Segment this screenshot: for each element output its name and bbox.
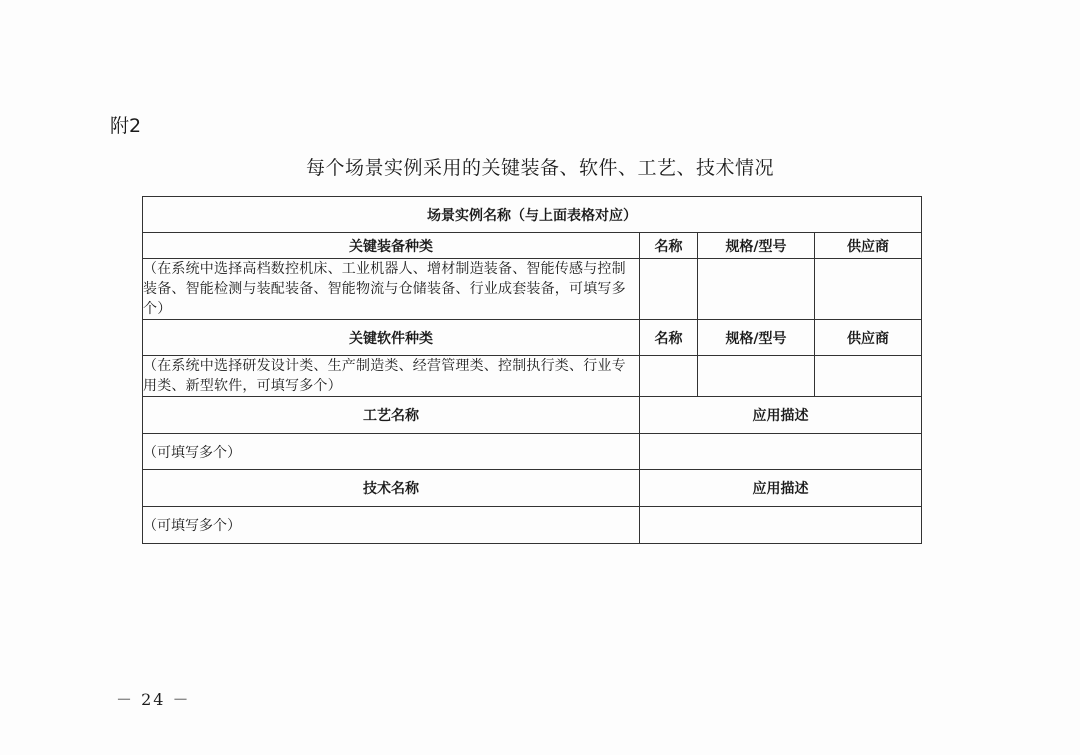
scene-name-header: 场景实例名称（与上面表格对应） [143,197,922,233]
software-name-header: 名称 [640,320,698,356]
technology-note: （可填写多个） [143,507,640,544]
table-row [143,434,922,470]
table-row [143,259,922,320]
page-number: － 24 － [116,690,191,709]
equipment-note: （在系统中选择高档数控机床、工业机器人、增材制造装备、智能传感与控制装备、智能检测与装配装备、智能物流与仓储装备、行业成套装备，可填写多个） [143,259,640,320]
process-description-header: 应用描述 [640,397,922,434]
technology-name-header: 技术名称 [143,470,640,507]
process-note: （可填写多个） [143,434,640,470]
equipment-name-cell[interactable] [640,259,698,320]
process-description-cell[interactable] [640,434,922,470]
equipment-spec-cell[interactable] [698,259,815,320]
document-title: 每个场景实例采用的关键装备、软件、工艺、技术情况 [305,157,774,179]
table-row [143,470,922,507]
software-name-cell[interactable] [640,356,698,397]
table-row [143,197,922,233]
technology-description-cell[interactable] [640,507,922,544]
software-note: （在系统中选择研发设计类、生产制造类、经营管理类、控制执行类、行业专用类、新型软件，可填写多个） [143,356,640,397]
software-supplier-header: 供应商 [815,320,922,356]
appendix-label: 附2 [110,115,142,137]
software-spec-cell[interactable] [698,356,815,397]
scene-equipment-table [142,196,922,544]
equipment-supplier-cell[interactable] [815,259,922,320]
equipment-type-header: 关键装备种类 [143,233,640,259]
technology-description-header: 应用描述 [640,470,922,507]
equipment-supplier-header: 供应商 [815,233,922,259]
table-row [143,320,922,356]
equipment-name-header: 名称 [640,233,698,259]
table-row [143,397,922,434]
table-row [143,233,922,259]
process-name-header: 工艺名称 [143,397,640,434]
software-type-header: 关键软件种类 [143,320,640,356]
equipment-spec-header: 规格/型号 [698,233,815,259]
table-row [143,356,922,397]
table-row [143,507,922,544]
software-supplier-cell[interactable] [815,356,922,397]
software-spec-header: 规格/型号 [698,320,815,356]
